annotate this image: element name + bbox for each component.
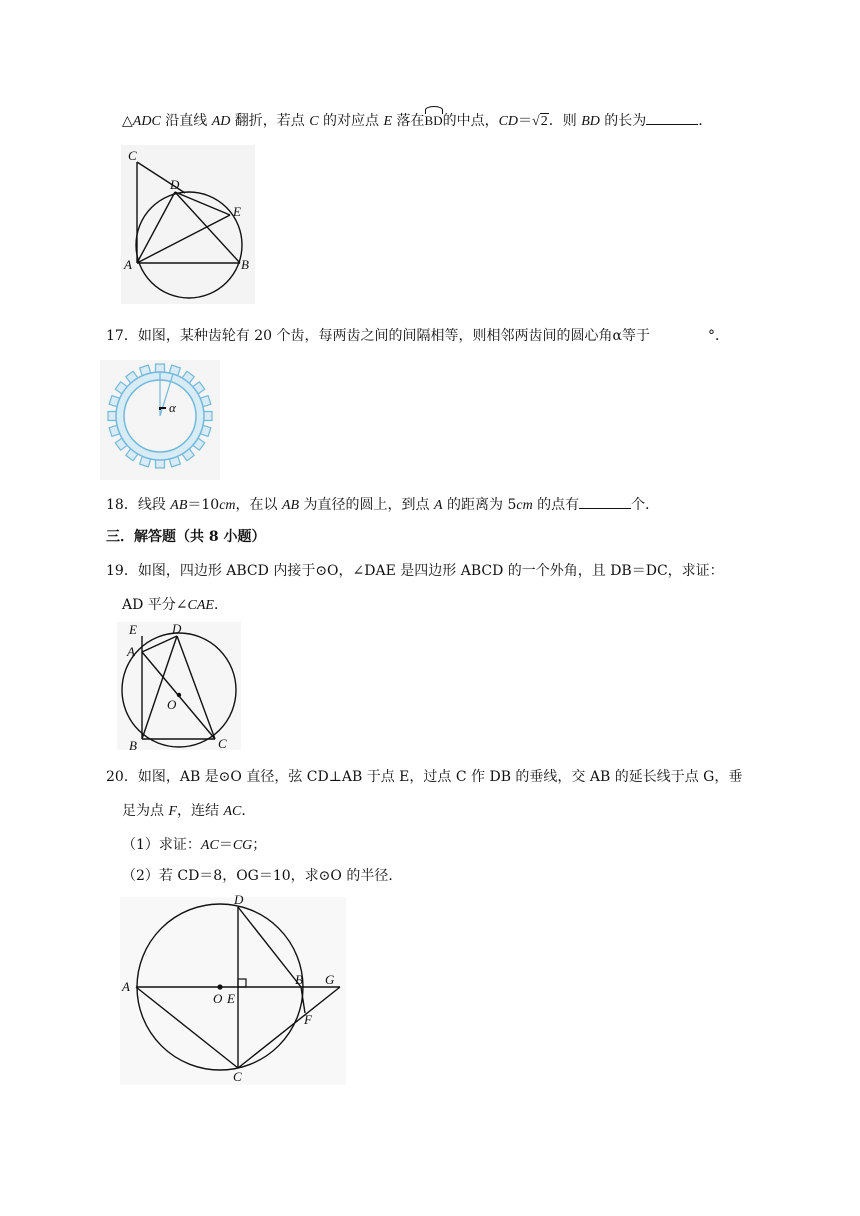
label-c: C [218, 736, 227, 751]
sqrt-2: √2 [532, 114, 548, 129]
label-d: D [170, 177, 180, 192]
q19-figure [115, 620, 243, 752]
label-c: C [128, 148, 137, 163]
q19-line2: AD 平分∠CAE． [122, 597, 228, 613]
q20-line1: 20．如图，AB 是⊙O 直径，弦 CD⊥AB 于点 E，过点 C 作 DB 的垂线，交 AB 的延长线于点 G，垂 [106, 769, 743, 785]
label-o: O [167, 697, 177, 712]
q20-line2: 足为点 F，连结 AC． [122, 803, 256, 819]
label-b: B [129, 738, 137, 752]
section-3-heading: 三．解答题（共 8 小题） [106, 529, 266, 545]
label-b: B [241, 257, 249, 272]
label-o: O [213, 991, 223, 1006]
q16-figure [118, 142, 258, 307]
answer-blank-18[interactable] [579, 494, 631, 509]
q19-line1: 19．如图，四边形 ABCD 内接于⊙O，∠DAE 是四边形 ABCD 的一个外角，且 DB＝DC，求证： [106, 563, 724, 579]
q20-part1: （1）求证：AC＝CG； [122, 837, 267, 853]
q17-gear-figure [100, 360, 220, 480]
label-c: C [233, 1069, 242, 1084]
label-d: D [172, 621, 182, 636]
label-f: F [304, 1012, 312, 1027]
label-b: B [295, 972, 303, 987]
label-e: E [129, 622, 137, 637]
q20-part2: （2）若 CD＝8，OG＝10，求⊙O 的半径． [122, 868, 403, 884]
q16-text: △ADC 沿直线 AD 翻折，若点 C 的对应点 E 落在BD的中点，CD＝√2．则 BD 的长为 ． [122, 108, 712, 132]
label-a: A [124, 257, 132, 272]
label-e: E [233, 204, 241, 219]
answer-blank-16[interactable] [646, 110, 698, 125]
label-a: A [122, 979, 130, 994]
label-a: A [127, 644, 135, 659]
label-e: E [227, 991, 235, 1006]
arc-bd: BD [425, 108, 443, 131]
label-alpha: α [169, 400, 176, 415]
label-g: G [325, 972, 335, 987]
q17-text: 17．如图，某种齿轮有 20 个齿，每两齿之间的间隔相等，则相邻两齿间的圆心角α等于 °． [106, 328, 729, 344]
label-d: D [234, 895, 244, 907]
q18-text: 18．线段 AB＝10cm，在以 AB 为直径的圆上，到点 A 的距离为 5cm 的点有 个． [106, 494, 659, 516]
q20-figure [118, 895, 348, 1087]
